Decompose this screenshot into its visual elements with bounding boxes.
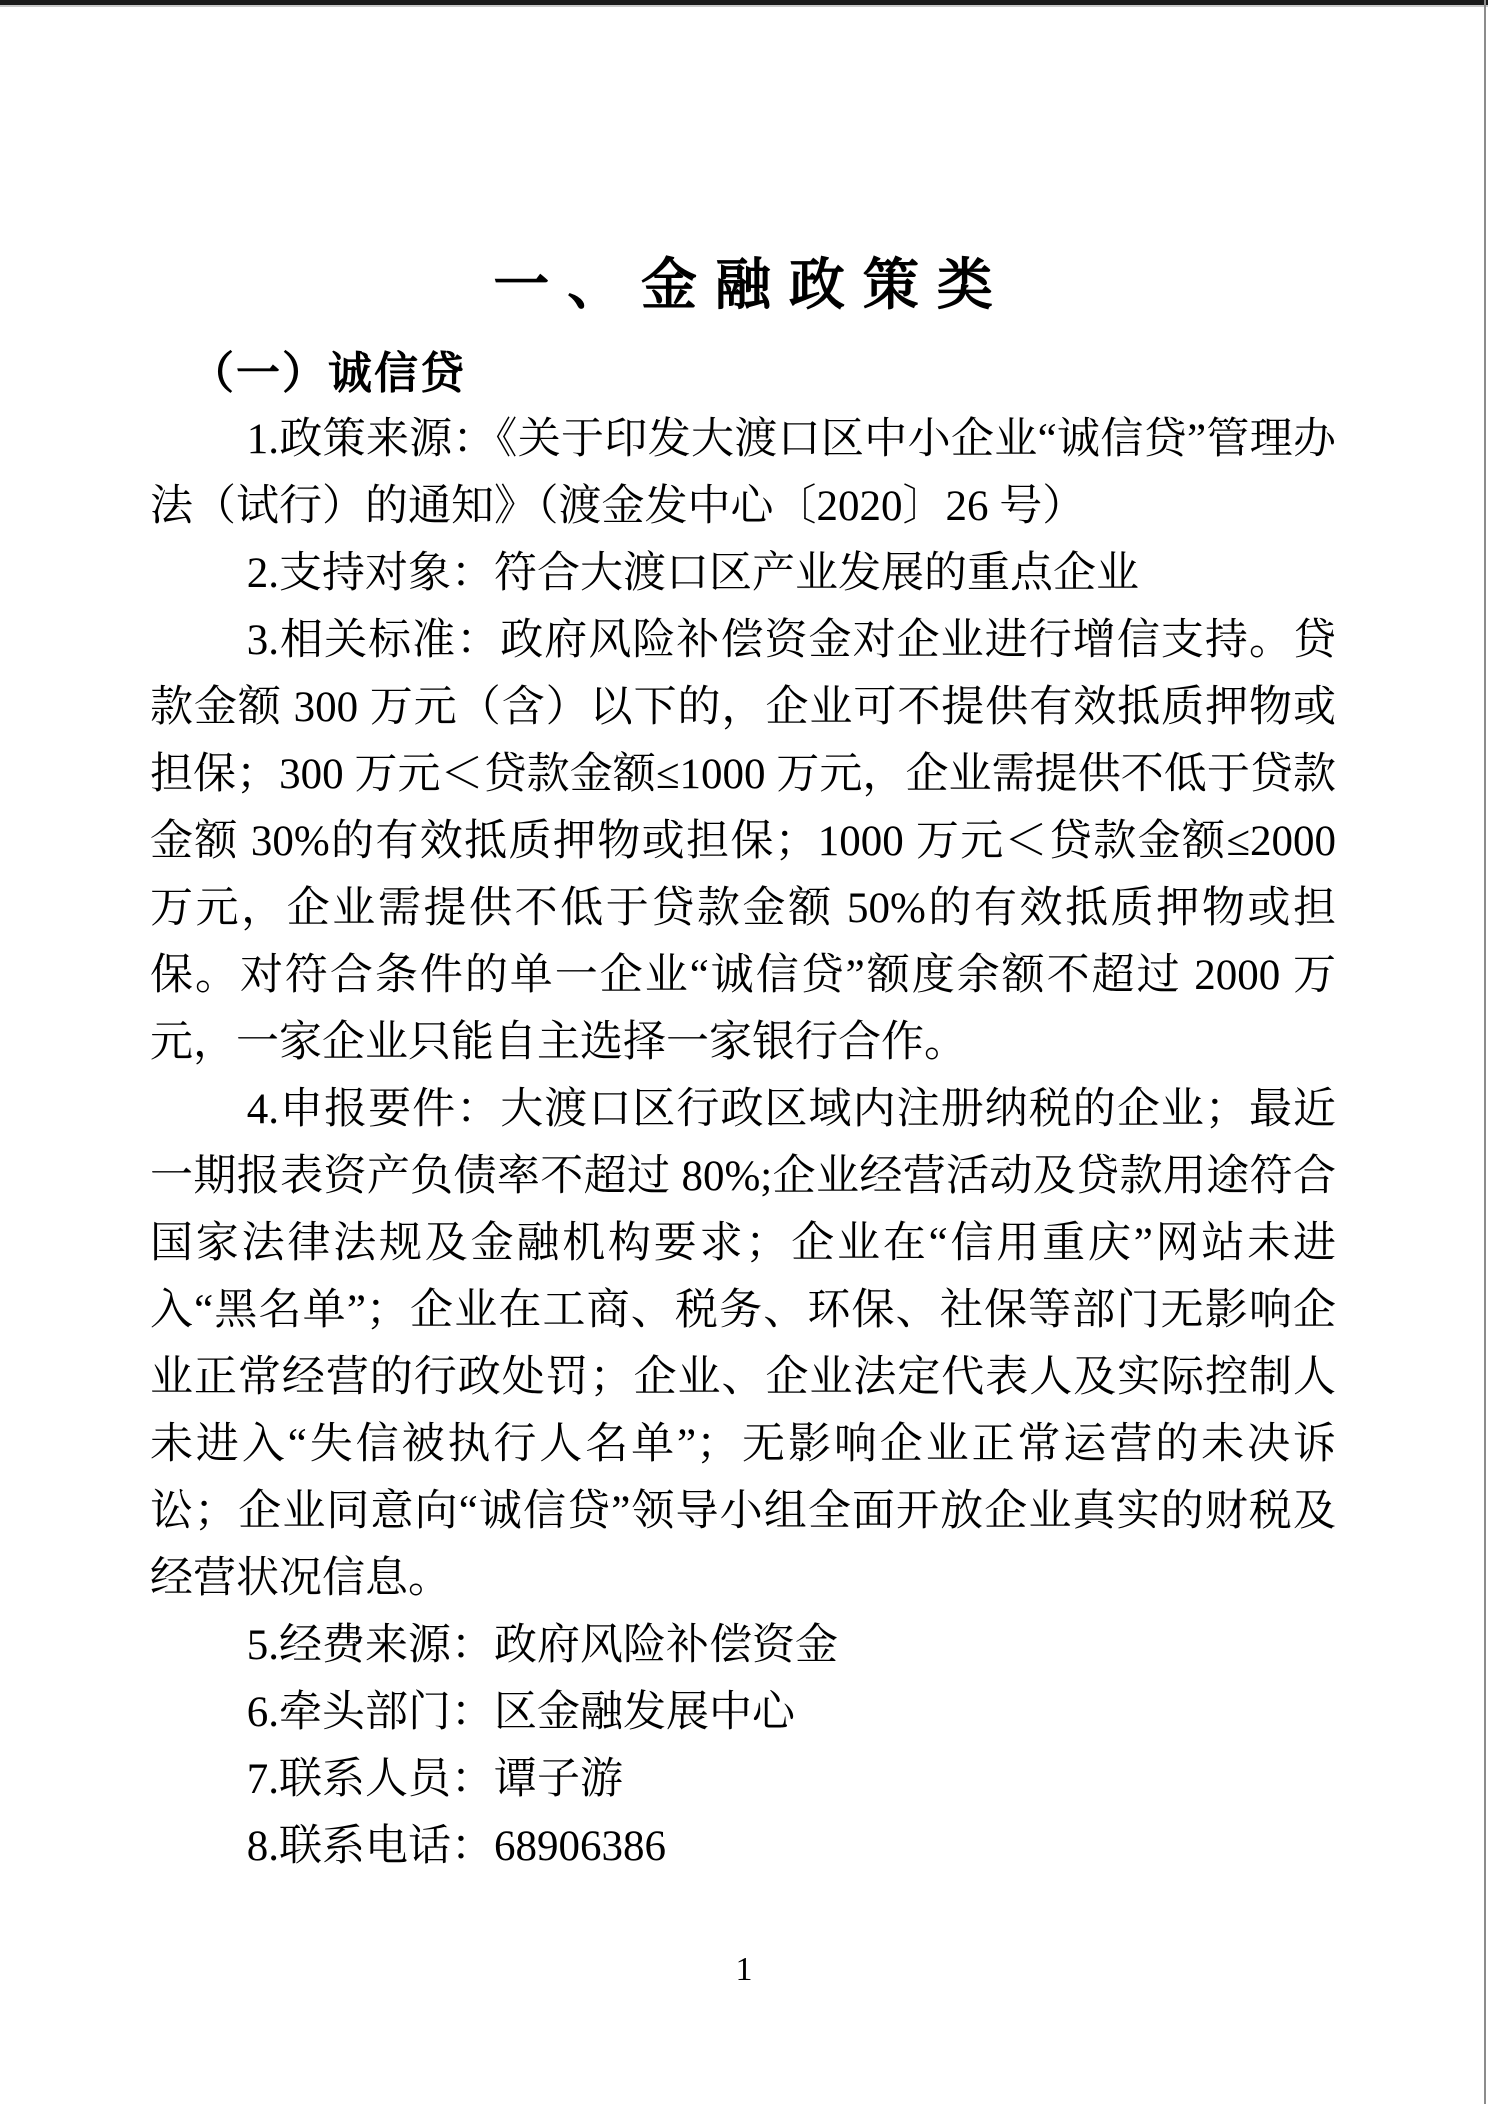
paragraph-support-target: 2.支持对象：符合大渡口区产业发展的重点企业 (246, 550, 1139, 597)
paragraph-policy-source: 1.政策来源：《关于印发大渡口区中小企业“诚信贷”管理办法（试行）的通知》（渡金发中心〔2020〕26 号） (150, 416, 1336, 530)
paragraph-funding-source: 5.经费来源：政府风险补偿资金 (246, 1622, 838, 1669)
page-number: 1 (735, 1951, 753, 1988)
paragraph-contact-person: 7.联系人员：谭子游 (246, 1756, 623, 1803)
paragraph-standards: 3.相关标准：政府风险补偿资金对企业进行增信支持。贷款金额 300 万元（含）以下的，企业可不提供有效抵质押物或担保；300 万元＜贷款金额≤1000 万元，企业需提供不低于贷款金额 30%的有效抵质押物或担保；1000 万元＜贷款金额≤2000 万元，企业需提供不低于贷款金额 50%的有效抵质押物或担保。对符合条件的单一企业“诚信贷”额度余额不超过 2000 万元，一家企业只能自主选择一家银行合作。 (150, 617, 1336, 1066)
paragraph-application-requirements: 4.申报要件：大渡口区行政区域内注册纳税的企业；最近一期报表资产负债率不超过 80%;企业经营活动及贷款用途符合国家法律法规及金融机构要求；企业在“信用重庆”网站未进入“黑名单”；企业在工商、税务、环保、社保等部门无影响企业正常经营的行政处罚；企业、企业法定代表人及实际控制人未进入“失信被执行人名单”；无影响企业正常运营的未决诉讼；企业同意向“诚信贷”领导小组全面开放企业真实的财税及经营状况信息。 (150, 1086, 1336, 1602)
document-body (150, 406, 1336, 1880)
document-content (150, 0, 1336, 1880)
right-border (1484, 0, 1486, 2104)
document-title: 一、金融政策类 (493, 253, 1011, 316)
paragraph-lead-department: 6.牵头部门：区金融发展中心 (246, 1689, 795, 1736)
paragraph-contact-phone: 8.联系电话：68906386 (246, 1823, 666, 1870)
section-heading: （一）诚信贷 (190, 349, 466, 398)
